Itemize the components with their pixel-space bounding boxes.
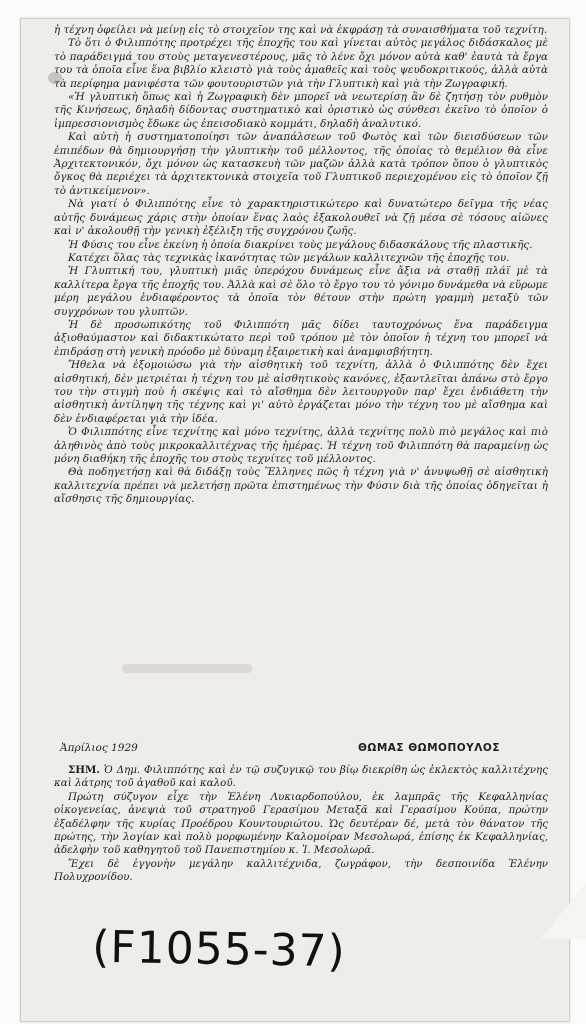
signature-row <box>60 742 520 758</box>
paragraph: Κατέχει ὅλας τὰς τεχνικὰς ἱκανότητας τῶν μεγάλων καλλιτεχνῶν τῆς ἐποχῆς του. <box>68 251 510 264</box>
paragraph: Ἡ Φύσις του εἶνε ἐκείνη ἡ ὁποία διακρίνει τοὺς μεγάλους διδασκάλους τῆς πλαστικῆς. <box>68 238 533 251</box>
note-paragraph: Ἔχει δὲ ἐγγονὴν μεγάλην καλλιτέχνιδα, ζωγράφον, τὴν δεσποινίδα Ἑλένην Πολυχρονίδου. <box>54 857 548 884</box>
article-date: Ἀπρίλιος 1929 <box>60 742 138 754</box>
article-body <box>54 24 548 507</box>
paragraph: Ὁ Φιλιππότης εἶνε τεχνίτης καὶ μόνο τεχνίτης, ἀλλὰ τεχνίτης πολὺ πιὸ μεγάλος καὶ πιὸ ἀληθινὸς ἀπὸ τοὺς μικροκαλλιτέχνας τῆς ἡμέρας. Ἡ τέχνη τοῦ Φιλιππότη θὰ παραμείνῃ ὡς μόνη διαθήκη τῆς ἐποχῆς του στοὺς τεχνίτες τοῦ μέλλοντος. <box>54 426 548 465</box>
footnote <box>54 764 548 885</box>
ink-smudge <box>122 664 252 673</box>
paragraph: Θὰ ποδηγετήσῃ καὶ θὰ διδάξῃ τοὺς Ἕλληνες πῶς ἡ τέχνη γιὰ ν' ἀνυψωθῇ σὲ αἰσθητικὴ καλλιτεχνία πρέπει νὰ μελετήσῃ πρῶτα ἐπιστημένως τὴν Φύσιν διὰ τῆς ὁποίας ὁδηγεῖται ἡ αἴσθησις τῆς δημιουργίας. <box>54 466 548 506</box>
paragraph: Καὶ αὐτὴ ἡ συστηματοποίησι τῶν ἀναπάλσεων τοῦ Φωτὸς καὶ τῶν διεισδύσεων τῶν ἐπιπέδων θὰ δημιουργήσῃ τὴν γλυπτικὴν τοῦ μέλλοντος, τῆς ὁποίας τὸ θεμέλιον θὰ εἶνε Ἀρχιτεκτονικόν, ὄχι μόνον ὡς κατασκευὴ τῶν μαζῶν ἀλλὰ κατὰ τρόπον ὅπου ὁ γλυπτικὸς ὄγκος θὰ περιέχει τὰ ἀρχιτεκτονικὰ στοιχεῖα τοῦ Γλυπτικοῦ περιεχομένου εἰς τὸ ὁποῖον ζῇ τὸ ἀντικείμενον». <box>54 131 548 197</box>
paragraph: Ἤθελα νὰ ἐξομοιώσω γιὰ τὴν αἰσθητικὴ τοῦ τεχνίτη, ἀλλὰ ὁ Φιλιππότης δὲν ἔχει αἰσθητική, δὲν μετριέται ἡ τέχνη του μὲ αἰσθητικοὺς κανόνες, ἐξαντλεῖται ἀπάνω στὸ ἔργο του τὴν στιγμὴ ποὺ ἡ σκέψις καὶ τὸ αἴσθημα δὲν λειτουργοῦν παρ' ἔχει ἐνδιάθετη τὴν αἰσθητικὴ ἀντίληψη τῆς τέχνης καὶ γι' αὐτὸ ἐργάζεται μόνο τὴν τέχνη του μὲ αἴσθημα καὶ δὲν ἐνδιαφέρεται γιὰ τὴν ἰδέα. <box>54 359 548 425</box>
paragraph: Νὰ γιατί ὁ Φιλιππότης εἶνε τὸ χαρακτηριστικώτερο καὶ δυνατώτερο δεῖγμα τῆς νέας αὐτῆς δυνάμεως χάρις στὴν ὁποίαν ἕνας λαὸς ἐξακολουθεῖ νὰ ζῇ μέσα σὲ τόσους αἰῶνες καὶ ν' ἀκολουθῇ τὴν γενικὴ ἐξέλιξη τῆς συγχρόνου ζωῆς. <box>54 198 548 238</box>
note-paragraph: Πρώτη σύζυγον εἶχε τὴν Ἑλένη Λυκιαρδοπούλου, ἐκ λαμπρᾶς τῆς Κεφαλληνίας οἰκογενείας, ἀνεψιὰ τοῦ στρατηγοῦ Γερασίμου Μεταξᾶ καὶ Γερασίμου Κούπα, πρώτην ἐξαδέλφην τῆς κυρίας Προέδρου Κουντουριώτου. Ὡς δευτέραν δέ, μετὰ τὸν θάνατον τῆς πρώτης, τὴν λογίαν καὶ πολὺ μορφωμένην Καλομοίραν Μεσολωρά, ἐπίσης ἐκ Κεφαλληνίας, ἀδελφὴν τοῦ καθηγητοῦ τοῦ Πανεπιστημίου κ. Ἰ. Μεσολωρᾶ. <box>54 790 548 857</box>
note-text: Ὁ Δημ. Φιλιππότης καὶ ἐν τῷ συζυγικῷ του βίῳ διεκρίθη ὡς ἐκλεκτὸς καλλιτέχνης καὶ λάτρης τοῦ ἀγαθοῦ καὶ καλοῦ. <box>54 764 548 790</box>
torn-corner <box>541 879 586 939</box>
author-name: ΘΩΜΑΣ ΘΩΜΟΠΟΥΛΟΣ <box>357 742 500 754</box>
note-lead: ΣΗΜ. <box>68 764 100 776</box>
paragraph: ἡ τέχνη ὀφείλει νὰ μείνῃ εἰς τὸ στοιχεῖον της καὶ νὰ ἐκφράσῃ τὰ συναισθήματα τοῦ τεχνίτη. <box>54 24 548 36</box>
paragraph: Τὸ ὅτι ὁ Φιλιππότης προτρέχει τῆς ἐποχῆς του καὶ γίνεται αὐτὸς μεγάλος διδάσκαλος μὲ τὸ παράδειγμά του στοὺς μεταγενεστέρους, μᾶς τὸ λένε ὄχι μόνον αὐτὰ καθ' ἑαυτὰ τὰ ἔργα του τὰ ὁποῖα εἶνε ἕνα βιβλίο κλειστὸ γιὰ τοὺς ἀμαθεῖς καὶ τοὺς ψευδοκριτικούς, ἀλλὰ αὐτὰ τὰ περίφημα μανιφέστα τῶν φουτουριστῶν γιὰ τὴν Γλυπτικὴ καὶ γιὰ τὴν Ζωγραφική. <box>54 37 548 90</box>
handwritten-archive-reference: (F1055-37) <box>91 921 347 978</box>
paragraph: «Ἡ γλυπτικὴ ὅπως καὶ ἡ Ζωγραφικὴ δὲν μπορεῖ νὰ νεωτερίσῃ ἂν δὲ ζητήσῃ τὸν ρυθμὸν τῆς Κινήσεως, δηλαδὴ δίδοντας συστηματικὸ καὶ ὁριστικὸ ὡς σύνθεσι ἐκεῖνο τὸ ὁποῖον ὁ ἰμπρεσσιονισμὸς ἔδωκε ὡς ἐπεισοδιακὸ κομμάτι, δηλαδὴ ἀναλυτικό. <box>54 91 548 130</box>
paragraph: Ἡ δὲ προσωπικότης τοῦ Φιλιππότη μᾶς δίδει ταυτοχρόνως ἕνα παράδειγμα ἀξιοθαύμαστον καὶ διδακτικώτατο περὶ τοῦ τρόπου μὲ τὸν ὁποῖον ἡ τέχνη του μπορεῖ νὰ ἐπιδράσῃ στὴ γενικὴ πρόοδο μὲ δύναμη ἐξαιρετικὴ καὶ ἀναμφισβήτητη. <box>54 318 548 358</box>
paragraph: Ἡ Γλυπτική του, γλυπτικὴ μιᾶς ὑπερόχου δυνάμεως εἶνε ἄξια νὰ σταθῇ πλάϊ μὲ τὰ καλλίτερα ἔργα τῆς ἐποχῆς του. Ἀλλὰ καὶ σὲ ὅλο τὸ ἔργο του τὸ γόνιμο δυνάμεθα νὰ εὕρωμε μέρη μεγάλου ἐνδιαφέροντος τὰ ὁποῖα τὸν θέτουν στὴν πρώτη γραμμὴ μεταξὺ τῶν συγχρόνων του γλυπτῶν. <box>54 265 548 318</box>
